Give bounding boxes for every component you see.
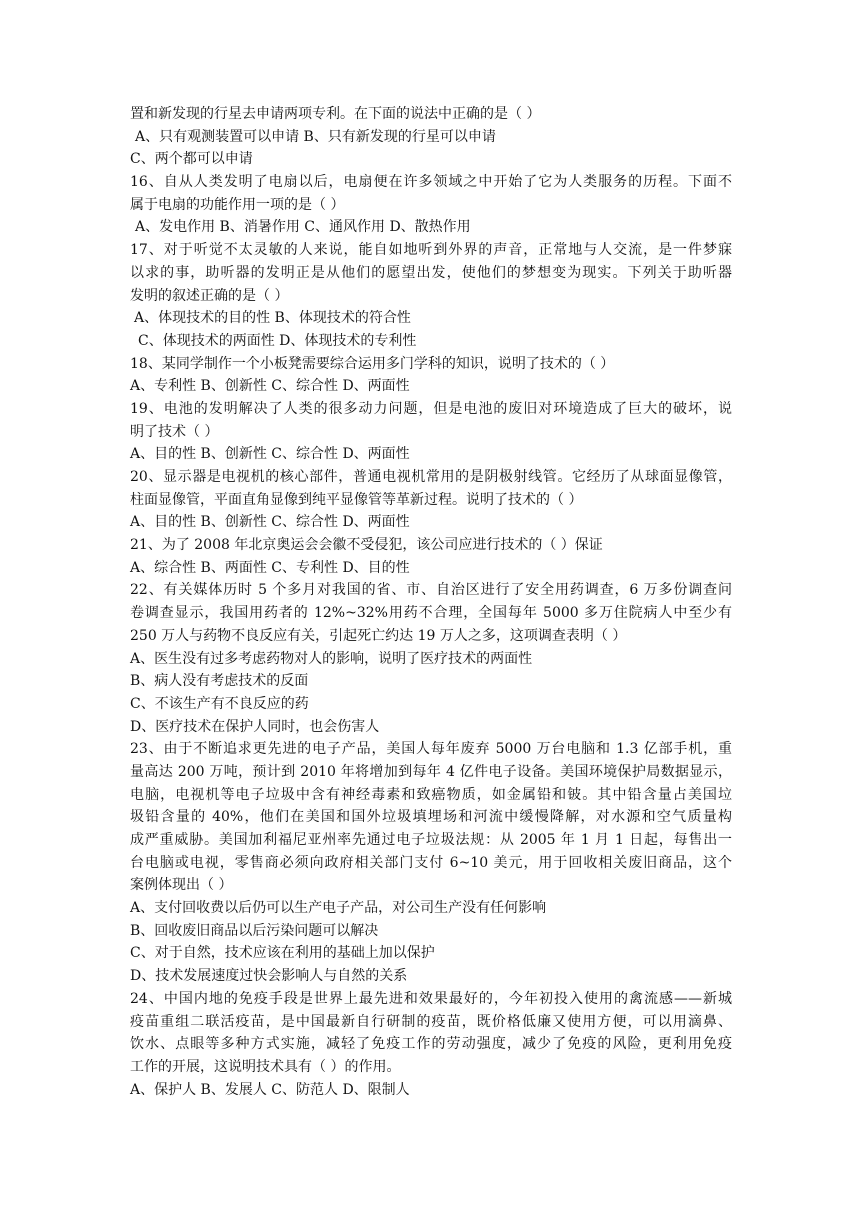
text-line: 属于电扇的功能作用一项的是（ ） — [130, 196, 345, 213]
text-line: 量高达 200 万吨，预计到 2010 年将增加到每年 4 亿件电子设备。美国环境保护局数据显示， — [130, 763, 732, 780]
text-line: 疫苗重组二联活疫苗，是中国最新自行研制的疫苗，既价格低廉又使用方便，可以用滴鼻、 — [130, 1013, 732, 1030]
text-line: 置和新发现的行星去申请两项专利。在下面的说法中正确的是（ ） — [130, 106, 541, 122]
text-line: 18、某同学制作一个小板凳需要综合运用多门学科的知识，说明了技术的（ ） — [130, 355, 615, 372]
text-line: 21、为了 2008 年北京奥运会会徽不受侵犯，该公司应进行技术的（ ）保证 — [130, 537, 603, 554]
text-line: C、体现技术的两面性 D、体现技术的专利性 — [138, 332, 417, 349]
text-line: B、回收废旧商品以后污染问题可以解决 — [130, 922, 379, 939]
text-line: 24、中国内地的免疫手段是世界上最先进和效果最好的，今年初投入使用的禽流感——新城 — [130, 990, 732, 1007]
text-line: A、体现技术的目的性 B、体现技术的符合性 — [134, 310, 411, 327]
text-line: C、对于自然，技术应该在利用的基础上加以保护 — [130, 945, 435, 962]
text-line: 22、有关媒体历时 5 个多月对我国的省、市、自治区进行了安全用药调查，6 万多份调查问 — [130, 582, 732, 599]
text-line: 饮水、点眼等多种方式实施，减轻了免疫工作的劳动强度，减少了免疫的风险，更利用免疫 — [130, 1036, 732, 1053]
text-line: 17、对于听觉不太灵敏的人来说，能自如地听到外界的声音，正常地与人交流，是一件梦寐 — [130, 242, 732, 259]
text-line: A、保护人 B、发展人 C、防范人 D、限制人 — [130, 1081, 410, 1098]
text-line: 案例体现出（ ） — [130, 877, 233, 894]
text-line: D、技术发展速度过快会影响人与自然的关系 — [130, 968, 408, 985]
text-line: C、不该生产有不良反应的药 — [130, 695, 309, 712]
text-line: 16、自从人类发明了电扇以后，电扇便在许多领域之中开始了它为人类服务的历程。下面不 — [130, 174, 732, 191]
text-line: 电脑，电视机等电子垃圾中含有神经毒素和致癌物质，如金属铅和铍。其中铅含量占美国垃 — [130, 786, 732, 803]
text-line: D、医疗技术在保护人同时，也会伤害人 — [130, 718, 380, 735]
text-line: A、支付回收费以后仍可以生产电子产品，对公司生产没有任何影响 — [130, 900, 547, 917]
text-line: A、目的性 B、创新性 C、综合性 D、两面性 — [130, 514, 410, 531]
text-line: A、只有观测装置可以申请 B、只有新发现的行星可以申请 — [135, 128, 496, 145]
text-line: 柱面显像管，平面直角显像到纯平显像管等革新过程。说明了技术的（ ） — [130, 491, 583, 508]
text-line: 发明的叙述正确的是（ ） — [130, 287, 289, 304]
text-line: 成严重威胁。美国加利福尼亚州率先通过电子垃圾法规：从 2005 年 1 月 1 日起，每售出一 — [130, 832, 732, 848]
text-line: 台电脑或电视，零售商必须向政府相关部门支付 6~10 美元，用于回收相关废旧商品，这个 — [130, 854, 732, 871]
text-line: A、目的性 B、创新性 C、综合性 D、两面性 — [130, 446, 410, 463]
document-body — [130, 103, 732, 1101]
text-line: 250 万人与药物不良反应有关，引起死亡约达 19 万人之多，这项调查表明（ ） — [130, 627, 627, 644]
text-line: 23、由于不断追求更先进的电子产品，美国人每年废弃 5000 万台电脑和 1.3 亿部手机，重 — [130, 741, 732, 758]
text-line: 卷调查显示，我国用药者的 12%~32%用药不合理，全国每年 5000 多万住院病人中至少有 — [130, 605, 732, 622]
text-line: 工作的开展，这说明技术具有（ ）的作用。 — [130, 1058, 401, 1075]
text-line: A、综合性 B、两面性 C、专利性 D、目的性 — [130, 559, 410, 576]
text-line: C、两个都可以申请 — [130, 151, 253, 168]
text-line: A、发电作用 B、消暑作用 C、通风作用 D、散热作用 — [135, 219, 471, 236]
text-line: 20、显示器是电视机的核心部件，普通电视机常用的是阴极射线管。它经历了从球面显像管， — [130, 469, 732, 485]
text-line: 以求的事，助听器的发明正是从他们的愿望出发，使他们的梦想变为现实。下列关于助听器 — [130, 264, 732, 281]
text-line: A、医生没有过多考虑药物对人的影响，说明了医疗技术的两面性 — [130, 650, 533, 667]
text-line: 19、电池的发明解决了人类的很多动力问题，但是电池的废旧对环境造成了巨大的破坏，说 — [130, 400, 732, 417]
text-line: 明了技术（ ） — [130, 423, 219, 440]
text-line: A、专利性 B、创新性 C、综合性 D、两面性 — [130, 378, 410, 395]
text-line: B、病人没有考虑技术的反面 — [130, 673, 309, 690]
text-line: 圾铅含量的 40%，他们在美国和国外垃圾填埋场和河流中缓慢降解，对水源和空气质量构 — [130, 809, 732, 826]
